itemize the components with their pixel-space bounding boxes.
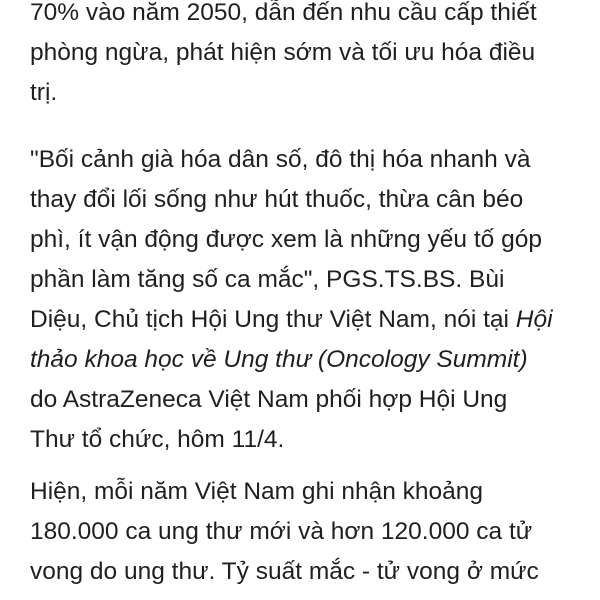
paragraph-2 [30, 140, 590, 460]
text-line [30, 300, 590, 340]
text-line: Thư tổ chức, hôm 11/4. [30, 426, 285, 453]
text-line: phần làm tăng số ca mắc", PGS.TS.BS. Bùi [30, 266, 505, 293]
text-line-italic [30, 340, 590, 380]
text-line: vong do ung thư. Tỷ suất mắc - tử vong ở mức [30, 558, 539, 585]
text-line: "Bối cảnh già hóa dân số, đô thị hóa nhanh và [30, 146, 531, 173]
text-segment: Diệu, Chủ tịch Hội Ung thư Việt Nam, nói tại [30, 306, 516, 333]
text-line: trị. [30, 79, 58, 106]
text-line: phì, ít vận động được xem là những yếu tố góp [30, 226, 542, 253]
text-line: 70% vào năm 2050, dẫn đến nhu cầu cấp thiết [30, 0, 537, 26]
paragraph-1 [30, 0, 590, 113]
text-line: 180.000 ca ung thư mới và hơn 120.000 ca tử [30, 518, 533, 545]
text-line: Hiện, mỗi năm Việt Nam ghi nhận khoảng [30, 478, 484, 505]
text-line: thay đổi lối sống như hút thuốc, thừa cân béo [30, 186, 524, 213]
event-name-italic: Hội [515, 306, 553, 333]
event-name-italic: thảo khoa học về Ung thư (Oncology Summit) [30, 346, 528, 373]
paragraph-3 [30, 472, 590, 592]
text-line: phòng ngừa, phát hiện sớm và tối ưu hóa điều [30, 39, 536, 66]
text-line: do AstraZeneca Việt Nam phối hợp Hội Ung [30, 386, 508, 413]
